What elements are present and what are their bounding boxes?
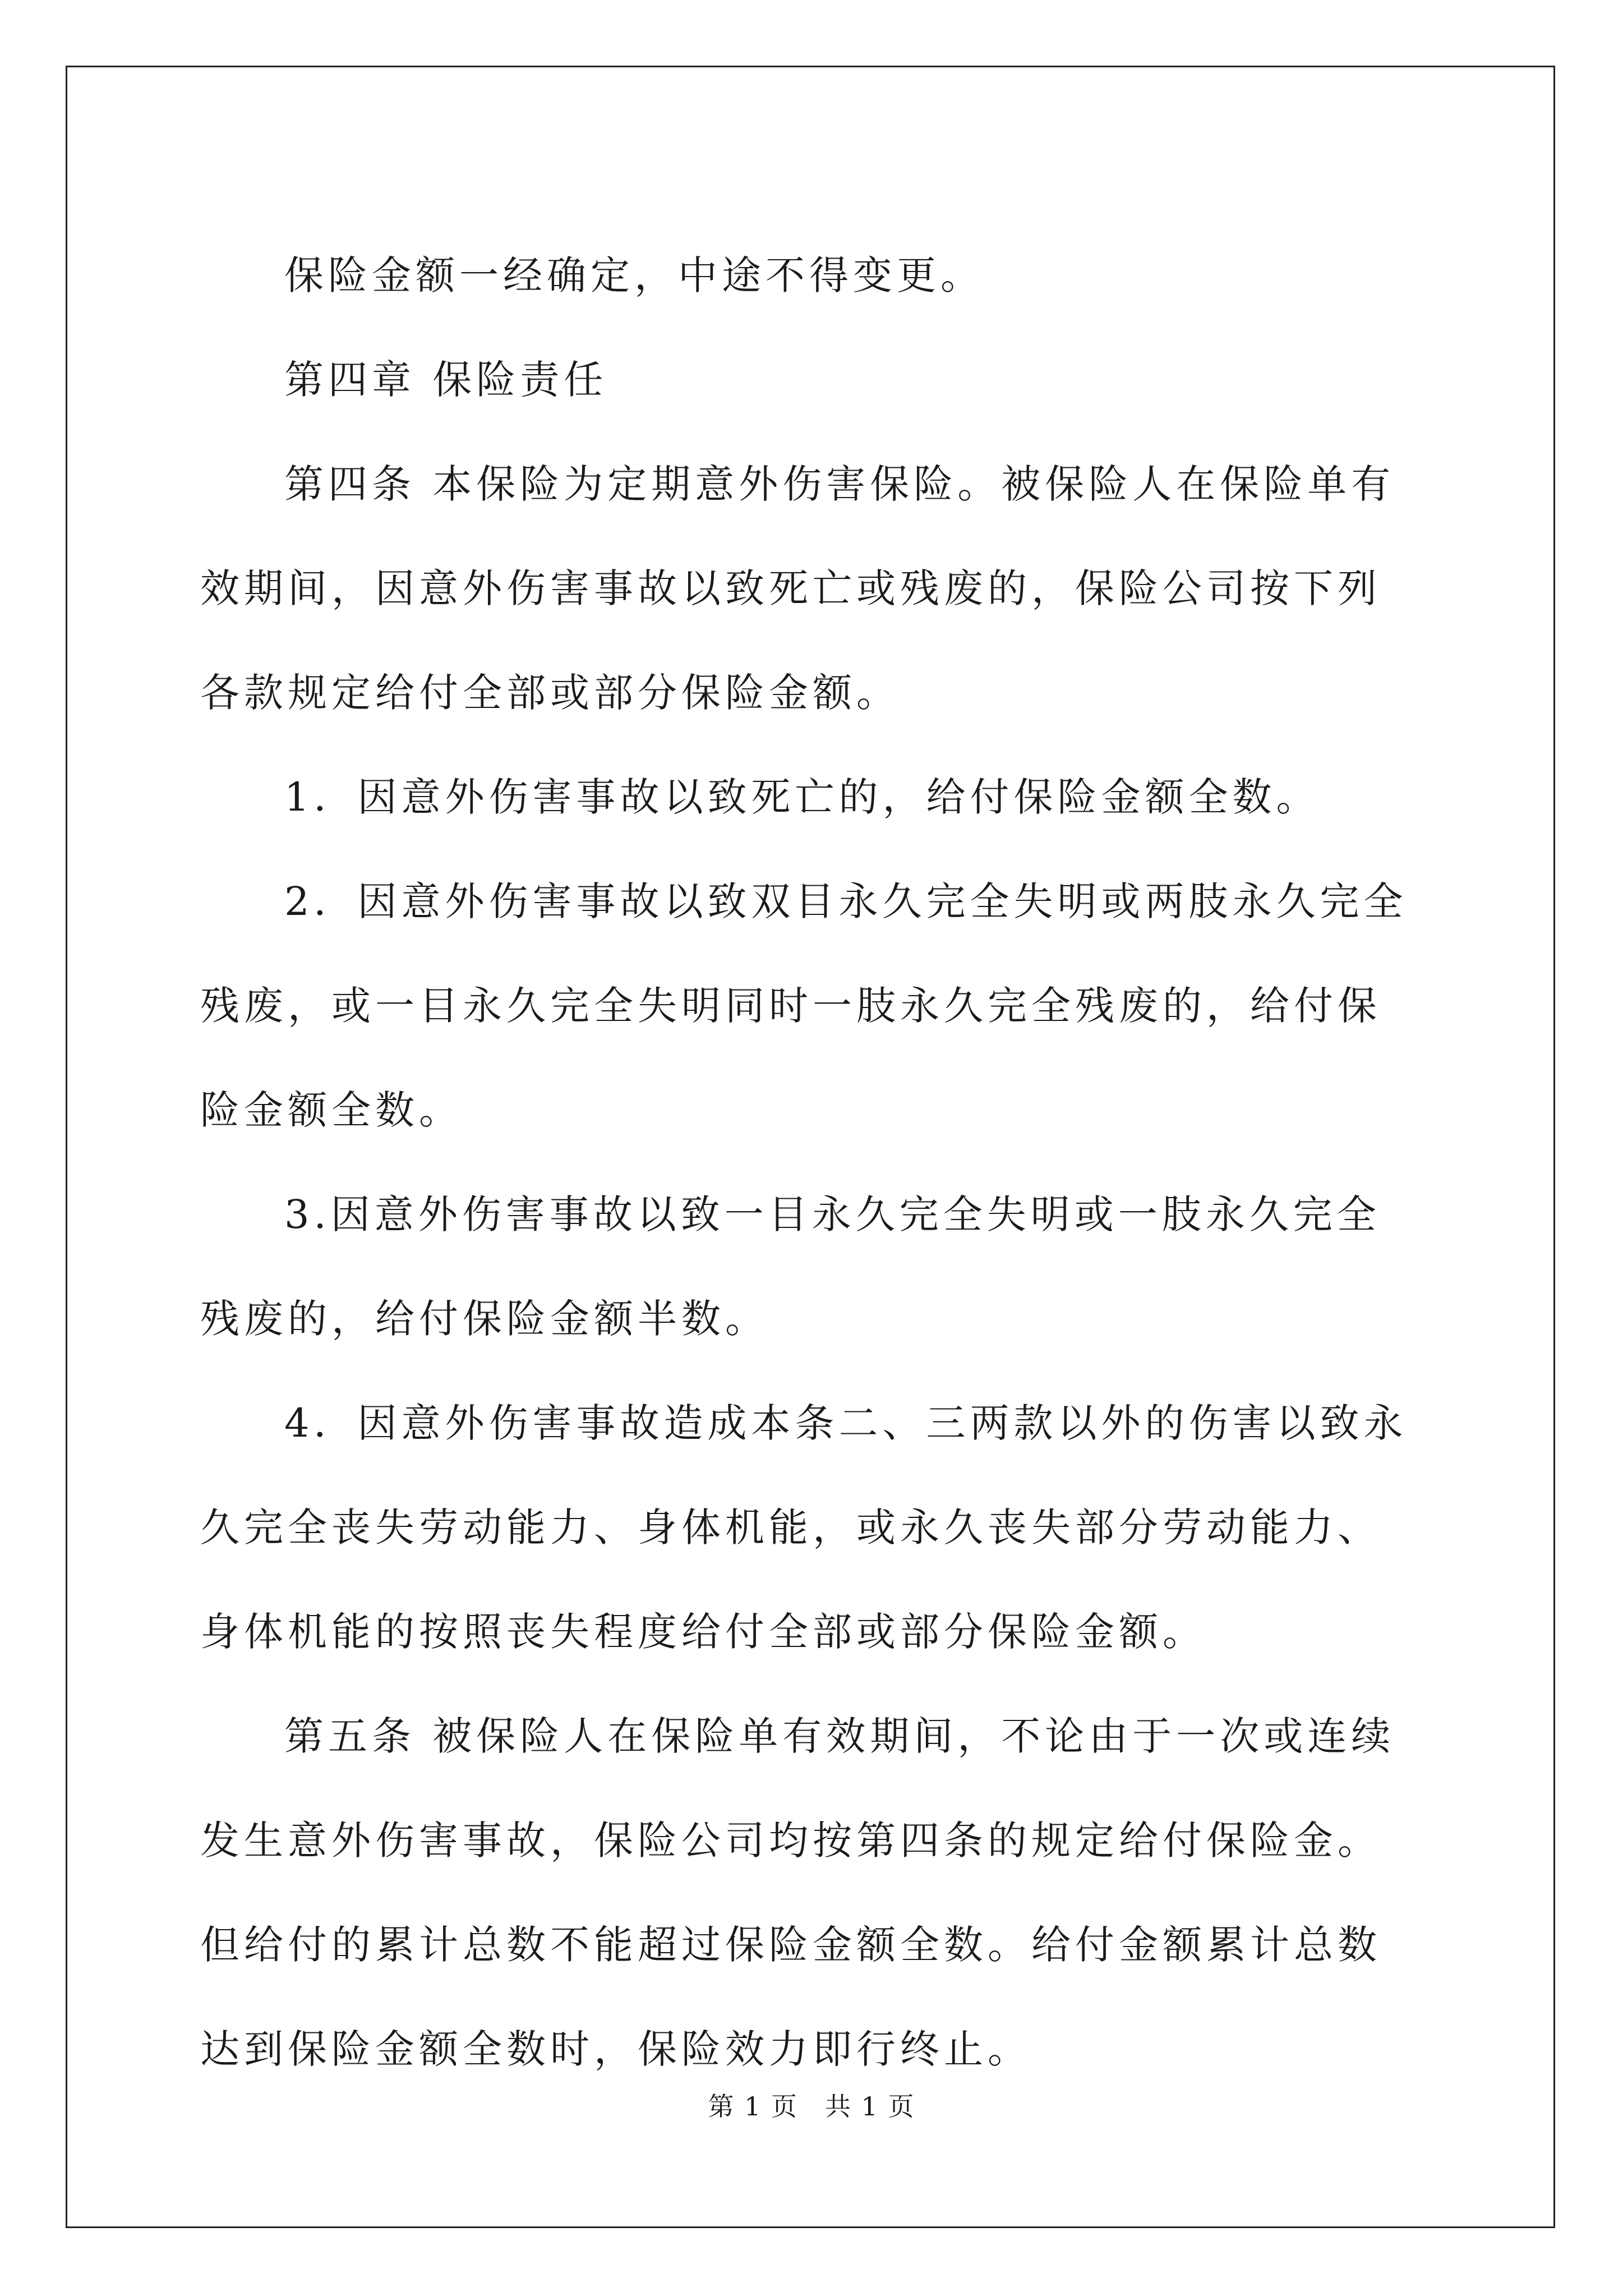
paragraph-clause-1: 1．因意外伤害事故以致死亡的，给付保险金额全数。 — [284, 774, 1320, 820]
page-number-footer: 第 1 页 共 1 页 — [708, 2091, 915, 2122]
paragraph-clause-4: 4．因意外伤害事故造成本条二、三两款以外的伤害以致永久完全丧失劳动能力、身体机能，或永久丧失部分劳动能力、身体机能的按照丧失程度给付全部或部分保险金额。 — [200, 1400, 1408, 1655]
paragraph-clause-3: 3.因意外伤害事故以致一目永久完全失明或一肢永久完全残废的，给付保险金额半数。 — [200, 1191, 1381, 1342]
paragraph-clause-2: 2．因意外伤害事故以致双目永久完全失明或两肢永久完全残废，或一目永久完全失明同时一肢永久完全残废的，给付保险金额全数。 — [200, 878, 1408, 1133]
document-body — [200, 223, 1423, 2101]
chapter-heading-chapter-4: 第四章 保险责任 — [284, 357, 608, 403]
paragraph-insured-amount-fixed: 保险金额一经确定，中途不得变更。 — [284, 252, 984, 298]
paragraph-article-4: 第四条 本保险为定期意外伤害保险。被保险人在保险单有效期间，因意外伤害事故以致死亡或残废的，保险公司按下列各款规定给付全部或部分保险金额。 — [200, 461, 1395, 716]
paragraph-article-5: 第五条 被保险人在保险单有效期间，不论由于一次或连续发生意外伤害事故，保险公司均按第四条的规定给付保险金。但给付的累计总数不能超过保险金额全数。给付金额累计总数达到保险金额全数时，保险效力即行终止。 — [200, 1713, 1395, 2072]
